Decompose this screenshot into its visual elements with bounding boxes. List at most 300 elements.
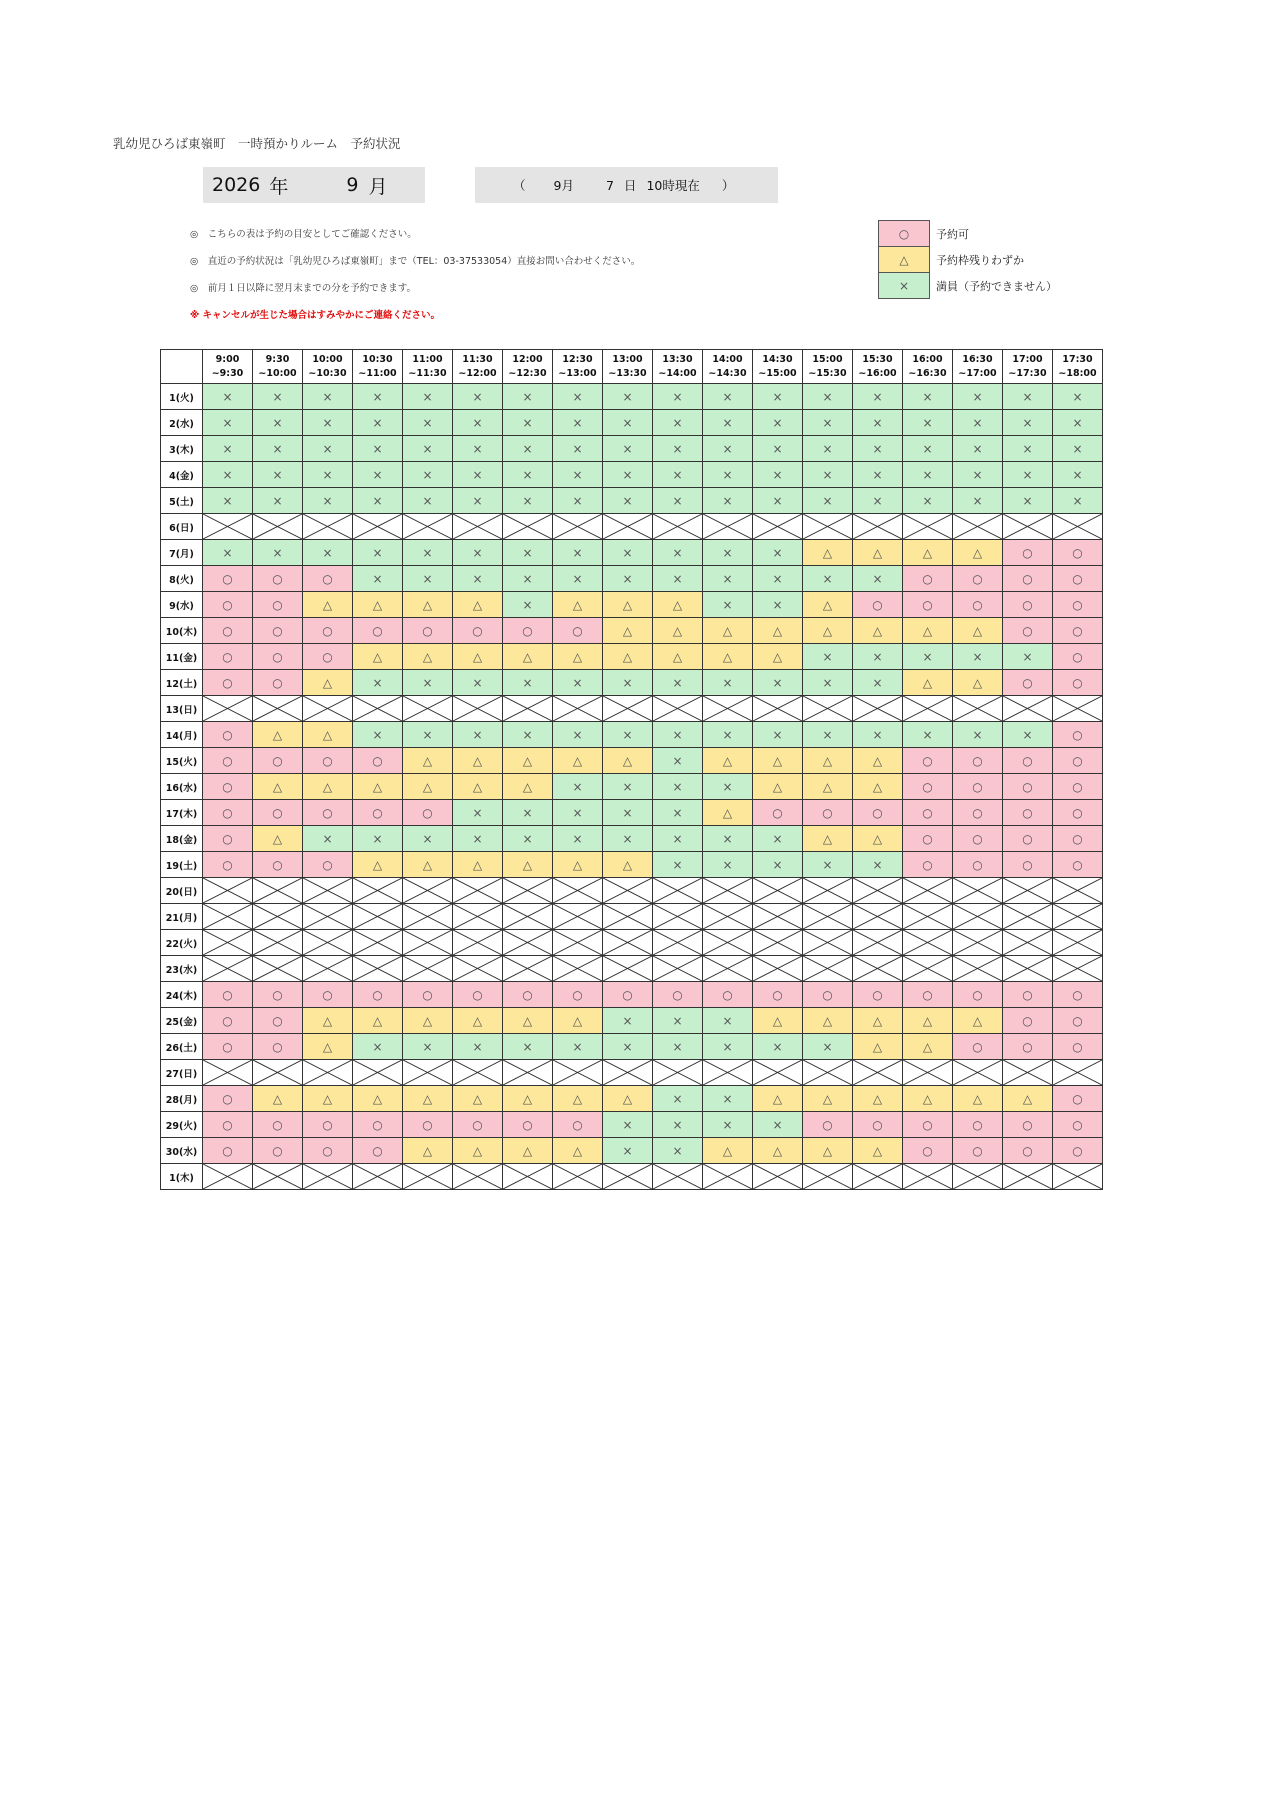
slot-cell-full: ×	[403, 462, 453, 488]
day-row	[161, 488, 1103, 514]
slot-start: 12:00	[512, 353, 543, 365]
closed-cell	[753, 878, 803, 904]
day-row	[161, 956, 1103, 982]
as-of-box	[475, 167, 778, 203]
day-row	[161, 1138, 1103, 1164]
day-label: 19(土)	[161, 852, 203, 878]
closed-cross-icon	[203, 514, 252, 539]
closed-cell	[953, 956, 1003, 982]
slot-cell-available: ○	[353, 748, 403, 774]
slot-cell-few-left: △	[803, 748, 853, 774]
closed-cell	[753, 1164, 803, 1190]
closed-cell	[503, 878, 553, 904]
slot-cell-full: ×	[803, 462, 853, 488]
slot-cell-few-left: △	[453, 1138, 503, 1164]
slot-start: 14:00	[712, 353, 743, 365]
closed-cross-icon	[303, 1060, 352, 1085]
closed-cross-icon	[903, 956, 952, 981]
closed-cross-icon	[803, 930, 852, 955]
slot-end: ~14:00	[658, 367, 697, 379]
slot-cell-full: ×	[853, 722, 903, 748]
slot-cell-few-left: △	[403, 592, 453, 618]
slot-cell-full: ×	[753, 462, 803, 488]
closed-cross-icon	[953, 930, 1002, 955]
closed-cross-icon	[703, 1164, 752, 1189]
day-row	[161, 436, 1103, 462]
closed-cell	[453, 956, 503, 982]
day-label: 18(金)	[161, 826, 203, 852]
slot-cell-few-left: △	[403, 1086, 453, 1112]
closed-cross-icon	[353, 904, 402, 929]
closed-cell	[803, 878, 853, 904]
slot-cell-full: ×	[303, 384, 353, 410]
slot-cell-available: ○	[253, 982, 303, 1008]
slot-cell-full: ×	[953, 384, 1003, 410]
closed-cell	[853, 514, 903, 540]
slot-cell-available: ○	[903, 1138, 953, 1164]
slot-end: ~12:30	[508, 367, 547, 379]
slot-end: ~14:30	[708, 367, 747, 379]
slot-cell-full: ×	[203, 436, 253, 462]
day-label: 12(土)	[161, 670, 203, 696]
closed-cross-icon	[203, 1164, 252, 1189]
time-slot-header	[753, 350, 803, 384]
slot-cell-full: ×	[753, 852, 803, 878]
slot-cell-available: ○	[903, 748, 953, 774]
closed-cross-icon	[1053, 1164, 1102, 1189]
closed-cross-icon	[503, 904, 552, 929]
slot-cell-available: ○	[403, 982, 453, 1008]
closed-cell	[703, 696, 753, 722]
slot-cell-full: ×	[703, 722, 753, 748]
day-label: 27(日)	[161, 1060, 203, 1086]
day-label: 4(金)	[161, 462, 203, 488]
slot-cell-full: ×	[203, 540, 253, 566]
slot-cell-full: ×	[453, 410, 503, 436]
slot-cell-full: ×	[953, 436, 1003, 462]
slot-cell-full: ×	[403, 436, 453, 462]
closed-cell	[503, 956, 553, 982]
day-row	[161, 696, 1103, 722]
slot-cell-few-left: △	[803, 826, 853, 852]
slot-cell-full: ×	[703, 1112, 753, 1138]
slot-cell-full: ×	[703, 384, 753, 410]
closed-cell	[1003, 878, 1053, 904]
closed-cell	[953, 930, 1003, 956]
slot-cell-full: ×	[303, 540, 353, 566]
day-row	[161, 514, 1103, 540]
closed-cell	[1003, 956, 1053, 982]
slot-cell-available: ○	[1003, 982, 1053, 1008]
slot-cell-few-left: △	[553, 1086, 603, 1112]
slot-cell-few-left: △	[953, 618, 1003, 644]
slot-cell-available: ○	[803, 982, 853, 1008]
slot-cell-few-left: △	[603, 592, 653, 618]
slot-cell-available: ○	[953, 852, 1003, 878]
slot-end: ~11:00	[358, 367, 397, 379]
slot-cell-full: ×	[203, 384, 253, 410]
slot-cell-few-left: △	[653, 644, 703, 670]
day-label: 29(火)	[161, 1112, 203, 1138]
slot-cell-available: ○	[1003, 748, 1053, 774]
day-label: 13(日)	[161, 696, 203, 722]
slot-cell-full: ×	[503, 826, 553, 852]
slot-cell-available: ○	[903, 852, 953, 878]
slot-cell-available: ○	[203, 644, 253, 670]
slot-cell-few-left: △	[353, 774, 403, 800]
closed-cell	[553, 696, 603, 722]
slot-cell-few-left: △	[603, 852, 653, 878]
slot-cell-available: ○	[453, 982, 503, 1008]
closed-cell	[203, 878, 253, 904]
closed-cell	[253, 1164, 303, 1190]
slot-cell-few-left: △	[453, 644, 503, 670]
slot-start: 13:00	[612, 353, 643, 365]
slot-cell-available: ○	[553, 1112, 603, 1138]
slot-cell-few-left: △	[853, 1034, 903, 1060]
closed-cell	[603, 878, 653, 904]
closed-cell	[553, 514, 603, 540]
closed-cell	[603, 1060, 653, 1086]
slot-cell-few-left: △	[353, 644, 403, 670]
slot-cell-available: ○	[1003, 592, 1053, 618]
closed-cell	[653, 696, 703, 722]
year-month-box	[203, 167, 425, 203]
slot-cell-full: ×	[453, 384, 503, 410]
slot-cell-full: ×	[803, 410, 853, 436]
slot-cell-available: ○	[1003, 852, 1053, 878]
slot-cell-available: ○	[303, 1138, 353, 1164]
slot-cell-full: ×	[653, 748, 703, 774]
slot-cell-full: ×	[653, 1034, 703, 1060]
slot-cell-few-left: △	[653, 618, 703, 644]
closed-cross-icon	[703, 878, 752, 903]
closed-cell	[703, 904, 753, 930]
closed-cross-icon	[603, 930, 652, 955]
slot-cell-few-left: △	[753, 774, 803, 800]
closed-cross-icon	[1003, 904, 1052, 929]
slot-cell-available: ○	[203, 722, 253, 748]
slot-cell-available: ○	[1053, 748, 1103, 774]
closed-cross-icon	[303, 514, 352, 539]
slot-cell-available: ○	[1053, 618, 1103, 644]
closed-cross-icon	[453, 930, 502, 955]
day-label: 20(日)	[161, 878, 203, 904]
closed-cell	[853, 696, 903, 722]
slot-cell-full: ×	[1003, 488, 1053, 514]
slot-cell-available: ○	[253, 852, 303, 878]
year-unit: 年	[269, 175, 289, 198]
closed-cross-icon	[503, 1060, 552, 1085]
closed-cell	[603, 904, 653, 930]
closed-cross-icon	[403, 930, 452, 955]
closed-cross-icon	[903, 696, 952, 721]
closed-cross-icon	[803, 1164, 852, 1189]
legend-item-full	[879, 273, 1058, 299]
closed-cell	[1003, 904, 1053, 930]
closed-cross-icon	[1003, 956, 1052, 981]
slot-cell-full: ×	[953, 462, 1003, 488]
closed-cross-icon	[753, 956, 802, 981]
slot-cell-full: ×	[703, 1008, 753, 1034]
closed-cross-icon	[553, 904, 602, 929]
slot-cell-few-left: △	[603, 1086, 653, 1112]
slot-cell-full: ×	[753, 670, 803, 696]
slot-cell-available: ○	[353, 1138, 403, 1164]
day-label: 24(木)	[161, 982, 203, 1008]
slot-cell-few-left: △	[903, 618, 953, 644]
closed-cross-icon	[203, 930, 252, 955]
slot-cell-full: ×	[853, 384, 903, 410]
closed-cell	[303, 930, 353, 956]
slot-cell-full: ×	[653, 800, 703, 826]
closed-cross-icon	[803, 514, 852, 539]
closed-cell	[353, 696, 403, 722]
closed-cross-icon	[203, 1060, 252, 1085]
closed-cell	[853, 1164, 903, 1190]
slot-cell-available: ○	[203, 748, 253, 774]
closed-cross-icon	[353, 1164, 402, 1189]
slot-cell-full: ×	[453, 566, 503, 592]
slot-cell-available: ○	[503, 1112, 553, 1138]
closed-cell	[903, 1164, 953, 1190]
closed-cross-icon	[1003, 514, 1052, 539]
closed-cross-icon	[303, 904, 352, 929]
closed-cell	[503, 930, 553, 956]
closed-cell	[653, 930, 703, 956]
slot-cell-full: ×	[453, 826, 503, 852]
closed-cell	[203, 1164, 253, 1190]
closed-cross-icon	[753, 696, 802, 721]
slot-cell-few-left: △	[1003, 1086, 1053, 1112]
slot-cell-available: ○	[253, 1112, 303, 1138]
slot-cell-few-left: △	[703, 644, 753, 670]
slot-cell-full: ×	[553, 800, 603, 826]
slot-start: 9:30	[265, 353, 290, 365]
slot-cell-available: ○	[303, 618, 353, 644]
legend-few-left-symbol: △	[879, 247, 930, 273]
slot-cell-available: ○	[503, 982, 553, 1008]
closed-cross-icon	[753, 930, 802, 955]
slot-cell-full: ×	[903, 462, 953, 488]
slot-cell-full: ×	[253, 462, 303, 488]
closed-cross-icon	[353, 1060, 402, 1085]
time-slot-header	[903, 350, 953, 384]
slot-cell-few-left: △	[903, 1034, 953, 1060]
day-row	[161, 1008, 1103, 1034]
slot-cell-available: ○	[953, 774, 1003, 800]
slot-cell-full: ×	[453, 1034, 503, 1060]
slot-cell-few-left: △	[753, 748, 803, 774]
slot-cell-available: ○	[203, 566, 253, 592]
slot-cell-few-left: △	[753, 644, 803, 670]
slot-cell-few-left: △	[803, 774, 853, 800]
closed-cross-icon	[303, 696, 352, 721]
slot-cell-full: ×	[1053, 436, 1103, 462]
slot-end: ~15:00	[758, 367, 797, 379]
slot-cell-full: ×	[553, 566, 603, 592]
closed-cell	[853, 1060, 903, 1086]
time-slot-header	[953, 350, 1003, 384]
slot-cell-few-left: △	[353, 1008, 403, 1034]
slot-cell-full: ×	[703, 436, 753, 462]
day-label: 14(月)	[161, 722, 203, 748]
closed-cross-icon	[853, 1164, 902, 1189]
closed-cross-icon	[803, 956, 852, 981]
closed-cross-icon	[553, 956, 602, 981]
slot-cell-full: ×	[653, 410, 703, 436]
closed-cell	[1053, 930, 1103, 956]
slot-cell-full: ×	[303, 410, 353, 436]
slot-cell-available: ○	[303, 748, 353, 774]
slot-cell-few-left: △	[753, 1008, 803, 1034]
closed-cross-icon	[703, 514, 752, 539]
closed-cell	[803, 930, 853, 956]
slot-cell-available: ○	[253, 1138, 303, 1164]
closed-cross-icon	[1003, 930, 1052, 955]
slot-cell-available: ○	[553, 982, 603, 1008]
slot-cell-few-left: △	[853, 1086, 903, 1112]
closed-cell	[453, 696, 503, 722]
closed-cross-icon	[453, 904, 502, 929]
slot-cell-full: ×	[653, 462, 703, 488]
closed-cell	[303, 904, 353, 930]
slot-cell-full: ×	[653, 722, 703, 748]
slot-cell-available: ○	[903, 774, 953, 800]
slot-start: 12:30	[562, 353, 593, 365]
slot-cell-full: ×	[653, 852, 703, 878]
slot-cell-available: ○	[1053, 566, 1103, 592]
slot-cell-available: ○	[303, 982, 353, 1008]
as-of-open-paren: （	[513, 178, 526, 193]
slot-cell-few-left: △	[953, 1086, 1003, 1112]
closed-cross-icon	[1053, 1060, 1102, 1085]
slot-cell-available: ○	[703, 982, 753, 1008]
slot-start: 16:30	[962, 353, 993, 365]
slot-cell-available: ○	[403, 800, 453, 826]
slot-cell-available: ○	[1053, 1138, 1103, 1164]
slot-cell-few-left: △	[253, 826, 303, 852]
closed-cross-icon	[203, 878, 252, 903]
slot-cell-full: ×	[503, 1034, 553, 1060]
slot-end: ~10:00	[258, 367, 297, 379]
closed-cross-icon	[1053, 956, 1102, 981]
slot-cell-available: ○	[1003, 1112, 1053, 1138]
slot-cell-few-left: △	[353, 592, 403, 618]
slot-cell-full: ×	[503, 410, 553, 436]
closed-cross-icon	[203, 904, 252, 929]
slot-cell-available: ○	[253, 1034, 303, 1060]
closed-cell	[1053, 956, 1103, 982]
slot-cell-full: ×	[603, 488, 653, 514]
slot-cell-available: ○	[1053, 774, 1103, 800]
closed-cell	[603, 930, 653, 956]
slot-cell-few-left: △	[803, 540, 853, 566]
closed-cell	[1003, 930, 1053, 956]
closed-cross-icon	[503, 878, 552, 903]
slot-cell-available: ○	[1003, 1008, 1053, 1034]
closed-cell	[853, 956, 903, 982]
slot-cell-full: ×	[353, 722, 403, 748]
closed-cell	[303, 956, 353, 982]
slot-cell-full: ×	[353, 826, 403, 852]
slot-cell-full: ×	[603, 1008, 653, 1034]
month-value: 9	[346, 174, 359, 196]
closed-cross-icon	[453, 514, 502, 539]
slot-cell-full: ×	[803, 722, 853, 748]
slot-start: 10:00	[312, 353, 343, 365]
slot-start: 13:30	[662, 353, 693, 365]
slot-cell-full: ×	[953, 722, 1003, 748]
slot-end: ~10:30	[308, 367, 347, 379]
slot-cell-few-left: △	[403, 748, 453, 774]
slot-cell-available: ○	[953, 800, 1003, 826]
slot-cell-full: ×	[653, 436, 703, 462]
closed-cross-icon	[653, 1164, 702, 1189]
slot-cell-available: ○	[753, 800, 803, 826]
slot-cell-full: ×	[453, 670, 503, 696]
closed-cross-icon	[253, 930, 302, 955]
slot-cell-full: ×	[353, 566, 403, 592]
slot-cell-available: ○	[203, 1034, 253, 1060]
closed-cross-icon	[203, 956, 252, 981]
slot-cell-few-left: △	[603, 748, 653, 774]
slot-cell-few-left: △	[453, 852, 503, 878]
slot-cell-available: ○	[203, 670, 253, 696]
closed-cell	[203, 956, 253, 982]
day-label: 1(火)	[161, 384, 203, 410]
slot-cell-full: ×	[853, 410, 903, 436]
closed-cell	[453, 1164, 503, 1190]
closed-cross-icon	[653, 514, 702, 539]
slot-cell-few-left: △	[503, 748, 553, 774]
slot-cell-full: ×	[1003, 722, 1053, 748]
closed-cell	[903, 696, 953, 722]
closed-cross-icon	[903, 878, 952, 903]
slot-cell-full: ×	[803, 566, 853, 592]
slot-cell-few-left: △	[503, 852, 553, 878]
time-slot-header	[503, 350, 553, 384]
slot-cell-available: ○	[1053, 1112, 1103, 1138]
closed-cell	[603, 696, 653, 722]
slot-cell-available: ○	[303, 852, 353, 878]
slot-start: 11:00	[412, 353, 443, 365]
closed-cross-icon	[553, 1060, 602, 1085]
slot-cell-available: ○	[253, 1008, 303, 1034]
slot-cell-full: ×	[403, 722, 453, 748]
time-slot-header	[453, 350, 503, 384]
closed-cross-icon	[503, 930, 552, 955]
slot-end: ~17:00	[958, 367, 997, 379]
day-label: 28(月)	[161, 1086, 203, 1112]
closed-cross-icon	[1003, 1164, 1052, 1189]
slot-cell-full: ×	[903, 384, 953, 410]
slot-cell-full: ×	[553, 826, 603, 852]
slot-cell-full: ×	[853, 644, 903, 670]
closed-cross-icon	[253, 514, 302, 539]
closed-cell	[203, 696, 253, 722]
slot-cell-full: ×	[1053, 488, 1103, 514]
time-slot-header	[303, 350, 353, 384]
slot-start: 15:00	[812, 353, 843, 365]
slot-cell-few-left: △	[403, 852, 453, 878]
slot-cell-full: ×	[1003, 644, 1053, 670]
closed-cell	[703, 1164, 753, 1190]
slot-cell-full: ×	[253, 384, 303, 410]
closed-cell	[853, 878, 903, 904]
slot-cell-full: ×	[603, 670, 653, 696]
slot-cell-full: ×	[853, 488, 903, 514]
